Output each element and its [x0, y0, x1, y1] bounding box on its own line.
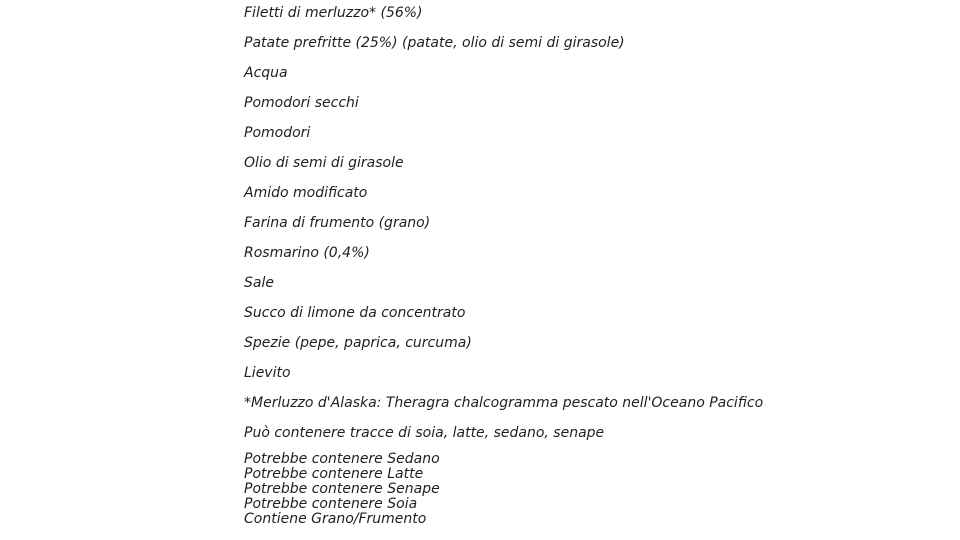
- allergens-list: [244, 452, 864, 527]
- allergen-line: Contiene Grano/Frumento: [244, 511, 427, 527]
- ingredient-line: Succo di limone da concentrato: [244, 305, 466, 321]
- traces-note: Può contenere tracce di soia, latte, sedano, senape: [244, 425, 605, 441]
- allergen-line: Potrebbe contenere Soia: [244, 496, 418, 512]
- allergen-line: Potrebbe contenere Latte: [244, 466, 424, 482]
- ingredient-line: Acqua: [244, 65, 288, 81]
- ingredients-list: [244, 4, 864, 454]
- ingredient-line: Patate prefritte (25%) (patate, olio di semi di girasole): [244, 35, 625, 51]
- ingredient-line: Sale: [244, 275, 274, 291]
- allergen-line: Potrebbe contenere Sedano: [244, 451, 440, 467]
- ingredient-line: Rosmarino (0,4%): [244, 245, 370, 261]
- ingredient-line: Lievito: [244, 365, 291, 381]
- ingredient-line: Farina di frumento (grano): [244, 215, 431, 231]
- ingredient-line: Amido modificato: [244, 185, 368, 201]
- ingredient-line: Filetti di merluzzo* (56%): [244, 5, 423, 21]
- origin-note: *Merluzzo d'Alaska: Theragra chalcogramma pescato nell'Oceano Pacifico: [244, 395, 764, 411]
- ingredient-line: Pomodori secchi: [244, 95, 359, 111]
- ingredient-line: Pomodori: [244, 125, 311, 141]
- ingredient-line: Olio di semi di girasole: [244, 155, 404, 171]
- allergen-line: Potrebbe contenere Senape: [244, 481, 440, 497]
- ingredient-line: Spezie (pepe, paprica, curcuma): [244, 335, 472, 351]
